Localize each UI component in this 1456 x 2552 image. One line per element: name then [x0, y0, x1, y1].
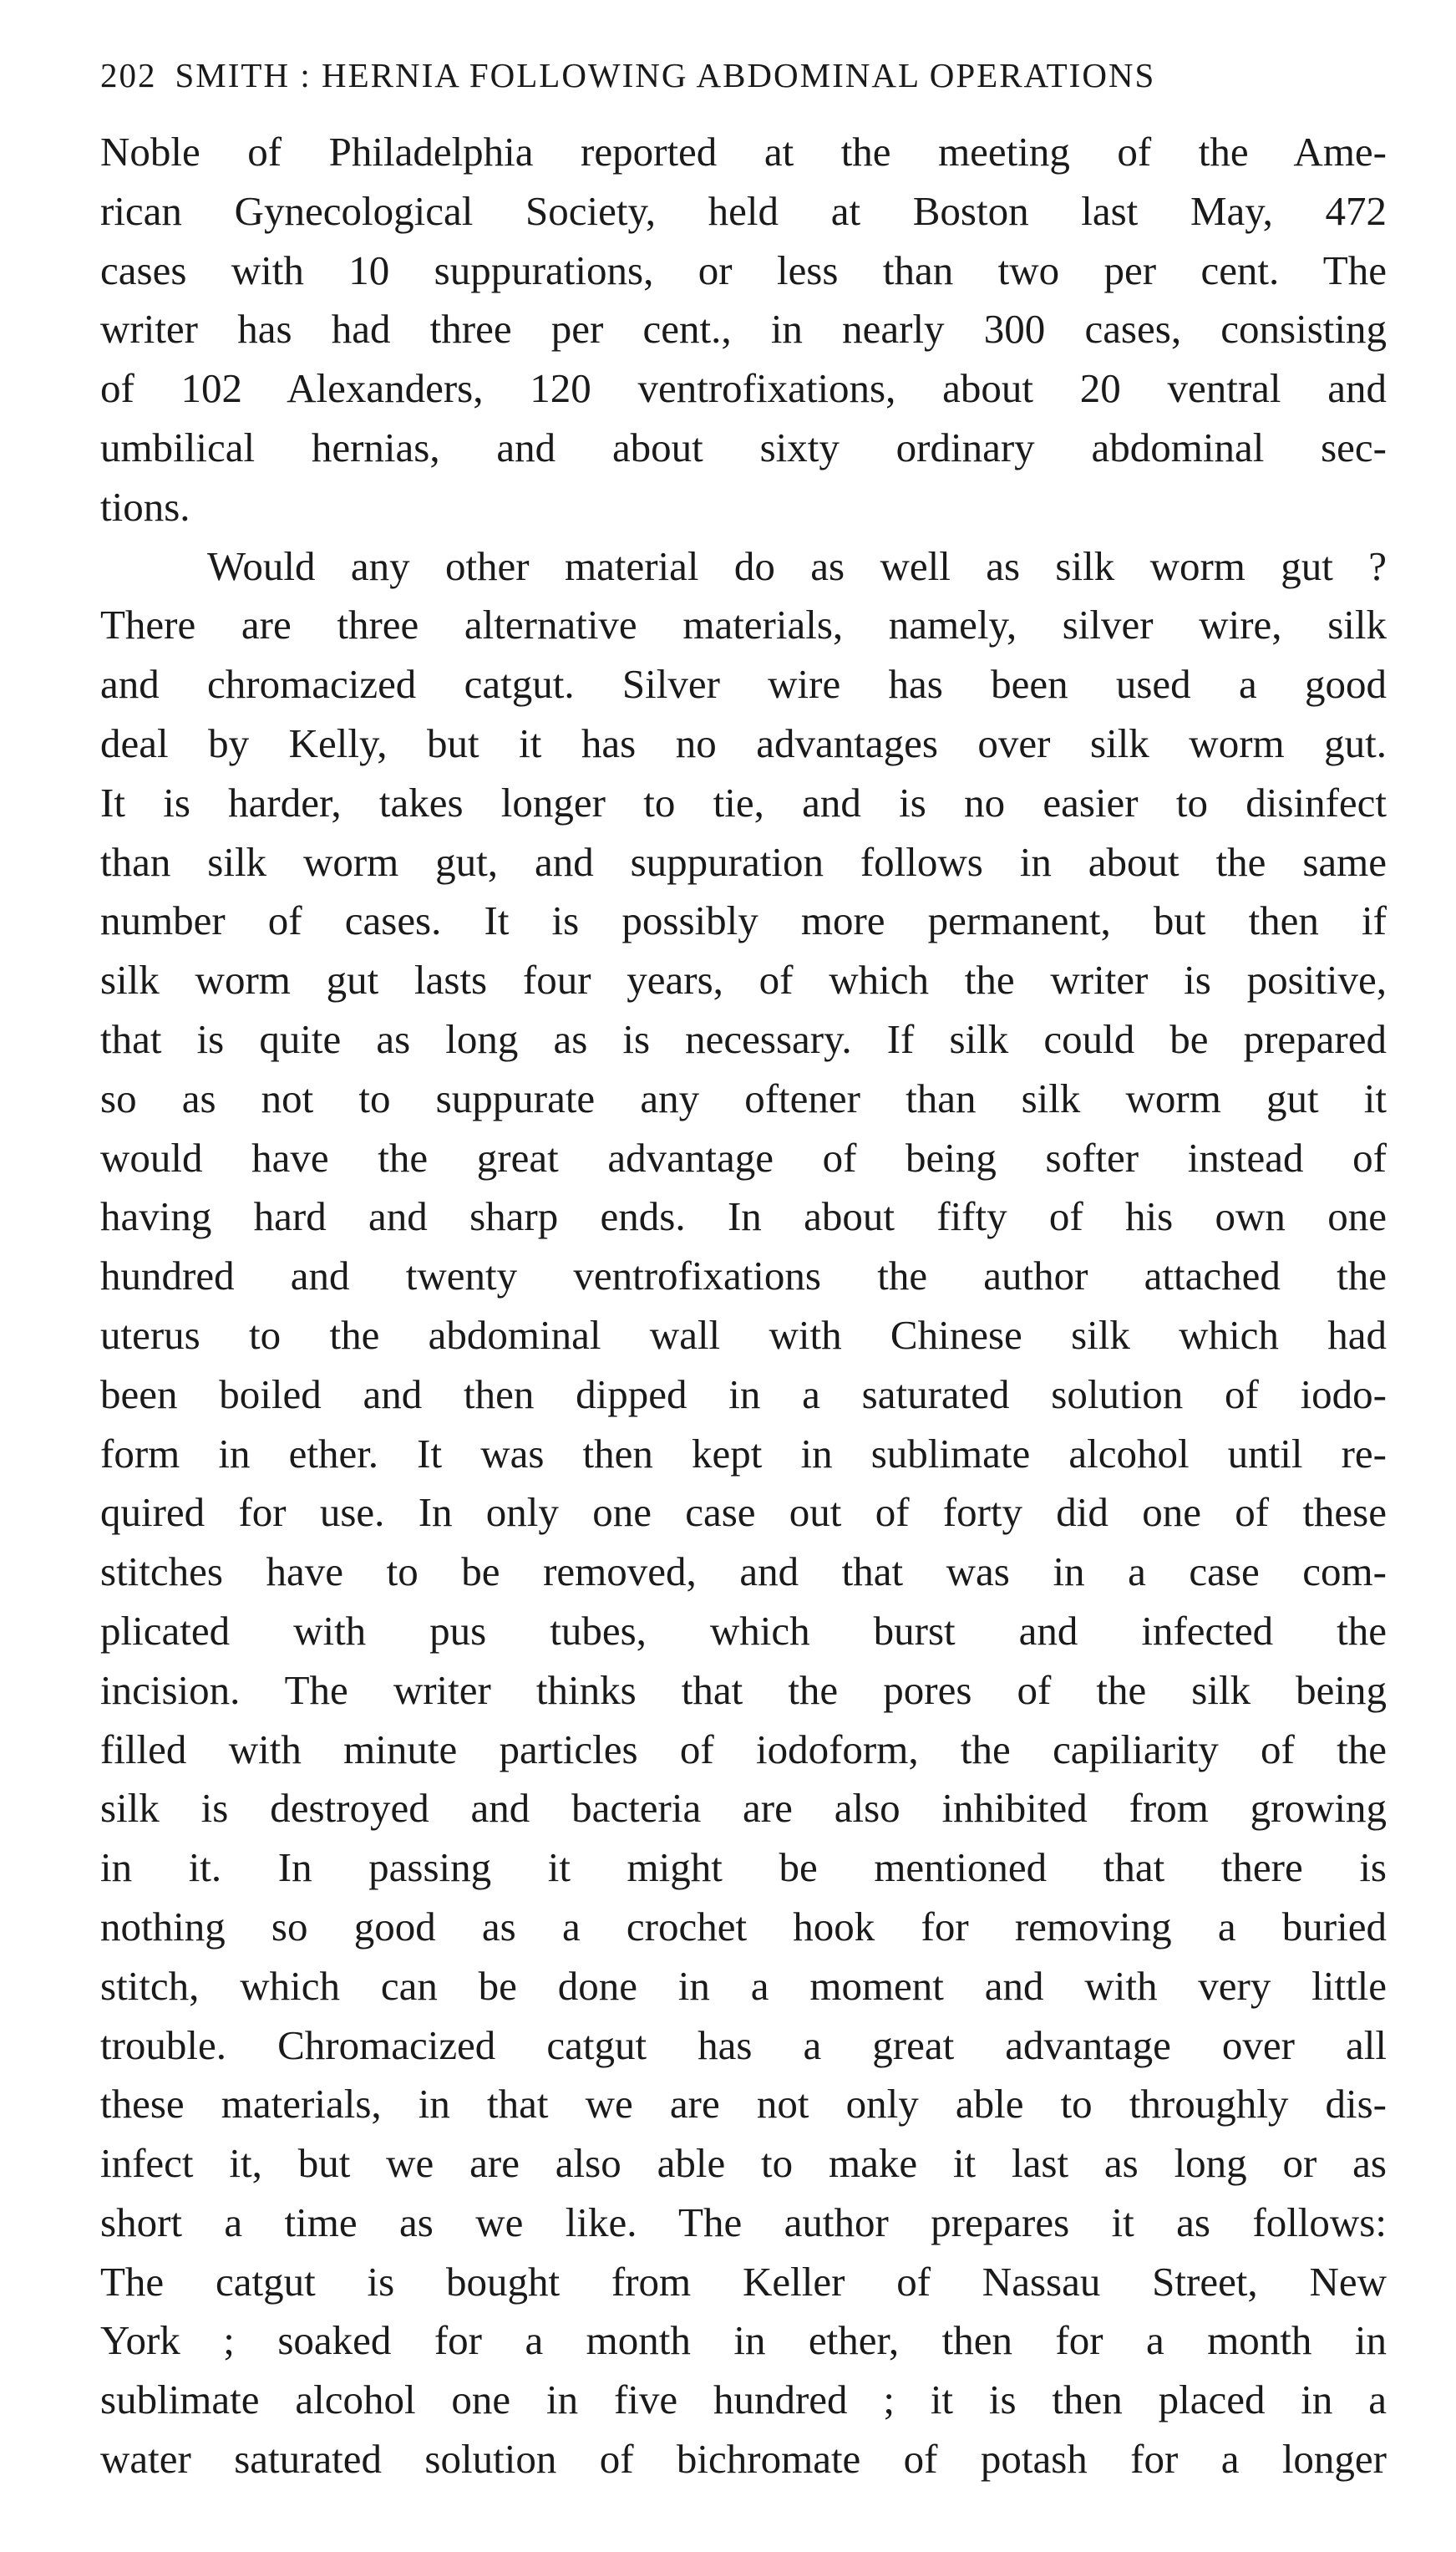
- text-line: water saturated solution of bichromate of potash for a longer: [100, 2436, 1387, 2483]
- text-line: form in ether. It was then kept in sublimate alcohol until re-: [100, 1430, 1387, 1477]
- text-line: of 102 Alexanders, 120 ventrofixations, about 20 ventral and: [100, 365, 1387, 412]
- text-line: The catgut is bought from Keller of Nassau Street, New: [100, 2258, 1387, 2305]
- text-line: number of cases. It is possibly more permanent, but then if: [100, 897, 1387, 944]
- text-line: silk is destroyed and bacteria are also inhibited from growing: [100, 1785, 1387, 1832]
- text-line: than silk worm gut, and suppuration follows in about the same: [100, 838, 1387, 885]
- text-line: been boiled and then dipped in a saturated solution of iodo-: [100, 1370, 1387, 1417]
- text-line: umbilical hernias, and about sixty ordinary abdominal sec-: [100, 424, 1387, 470]
- text-line: quired for use. In only one case out of forty did one of these: [100, 1489, 1387, 1536]
- text-line: stitches have to be removed, and that was in a case com-: [100, 1548, 1387, 1595]
- running-title: SMITH : HERNIA FOLLOWING ABDOMINAL OPERATIONS: [175, 56, 1156, 94]
- text-line: York ; soaked for a month in ether, then for a month in: [100, 2317, 1387, 2364]
- paragraph: [100, 537, 1387, 2489]
- text-line: infect it, but we are also able to make it last as long or as: [100, 2140, 1387, 2187]
- text-line: rican Gynecological Society, held at Boston last May, 472: [100, 187, 1387, 234]
- text-line: nothing so good as a crochet hook for removing a buried: [100, 1903, 1387, 1950]
- text-line: incision. The writer thinks that the pores of the silk being: [100, 1666, 1387, 1713]
- text-line: sublimate alcohol one in five hundred ; it is then placed in a: [100, 2377, 1387, 2423]
- text-line: so as not to suppurate any oftener than silk worm gut it: [100, 1075, 1387, 1121]
- text-line: these materials, in that we are not only able to throughly dis-: [100, 2081, 1387, 2128]
- text-line: plicated with pus tubes, which burst and infected the: [100, 1607, 1387, 1654]
- text-line: deal by Kelly, but it has no advantages over silk worm gut.: [100, 719, 1387, 766]
- book-page: [100, 58, 1387, 2489]
- paragraph: [100, 123, 1387, 537]
- text-line: that is quite as long as is necessary. If silk could be prepared: [100, 1015, 1387, 1062]
- text-line: Noble of Philadelphia reported at the meeting of the Ame-: [100, 129, 1387, 175]
- text-line: filled with minute particles of iodoform, the capiliarity of the: [100, 1726, 1387, 1772]
- running-head: [100, 58, 1387, 93]
- text-line: tions.: [100, 483, 190, 530]
- text-line: would have the great advantage of being softer instead of: [100, 1134, 1387, 1181]
- body-text: [100, 123, 1387, 2489]
- text-line: uterus to the abdominal wall with Chinese silk which had: [100, 1311, 1387, 1358]
- text-line: Would any other material do as well as silk worm gut ?: [207, 542, 1387, 589]
- text-line: in it. In passing it might be mentioned that there is: [100, 1844, 1387, 1891]
- text-line: There are three alternative materials, namely, silver wire, silk: [100, 602, 1387, 648]
- text-line: hundred and twenty ventrofixations the author attached the: [100, 1253, 1387, 1299]
- text-line: stitch, which can be done in a moment and with very little: [100, 1962, 1387, 2009]
- text-line: short a time as we like. The author prepares it as follows:: [100, 2199, 1387, 2245]
- page-number: 202: [100, 56, 157, 94]
- text-line: cases with 10 suppurations, or less than two per cent. The: [100, 247, 1387, 293]
- text-line: and chromacized catgut. Silver wire has been used a good: [100, 661, 1387, 708]
- text-line: It is harder, takes longer to tie, and is no easier to disinfect: [100, 779, 1387, 826]
- text-line: silk worm gut lasts four years, of which the writer is positive,: [100, 957, 1387, 1004]
- text-line: trouble. Chromacized catgut has a great advantage over all: [100, 2021, 1387, 2068]
- text-line: having hard and sharp ends. In about fifty of his own one: [100, 1193, 1387, 1240]
- text-line: writer has had three per cent., in nearly 300 cases, consisting: [100, 306, 1387, 353]
